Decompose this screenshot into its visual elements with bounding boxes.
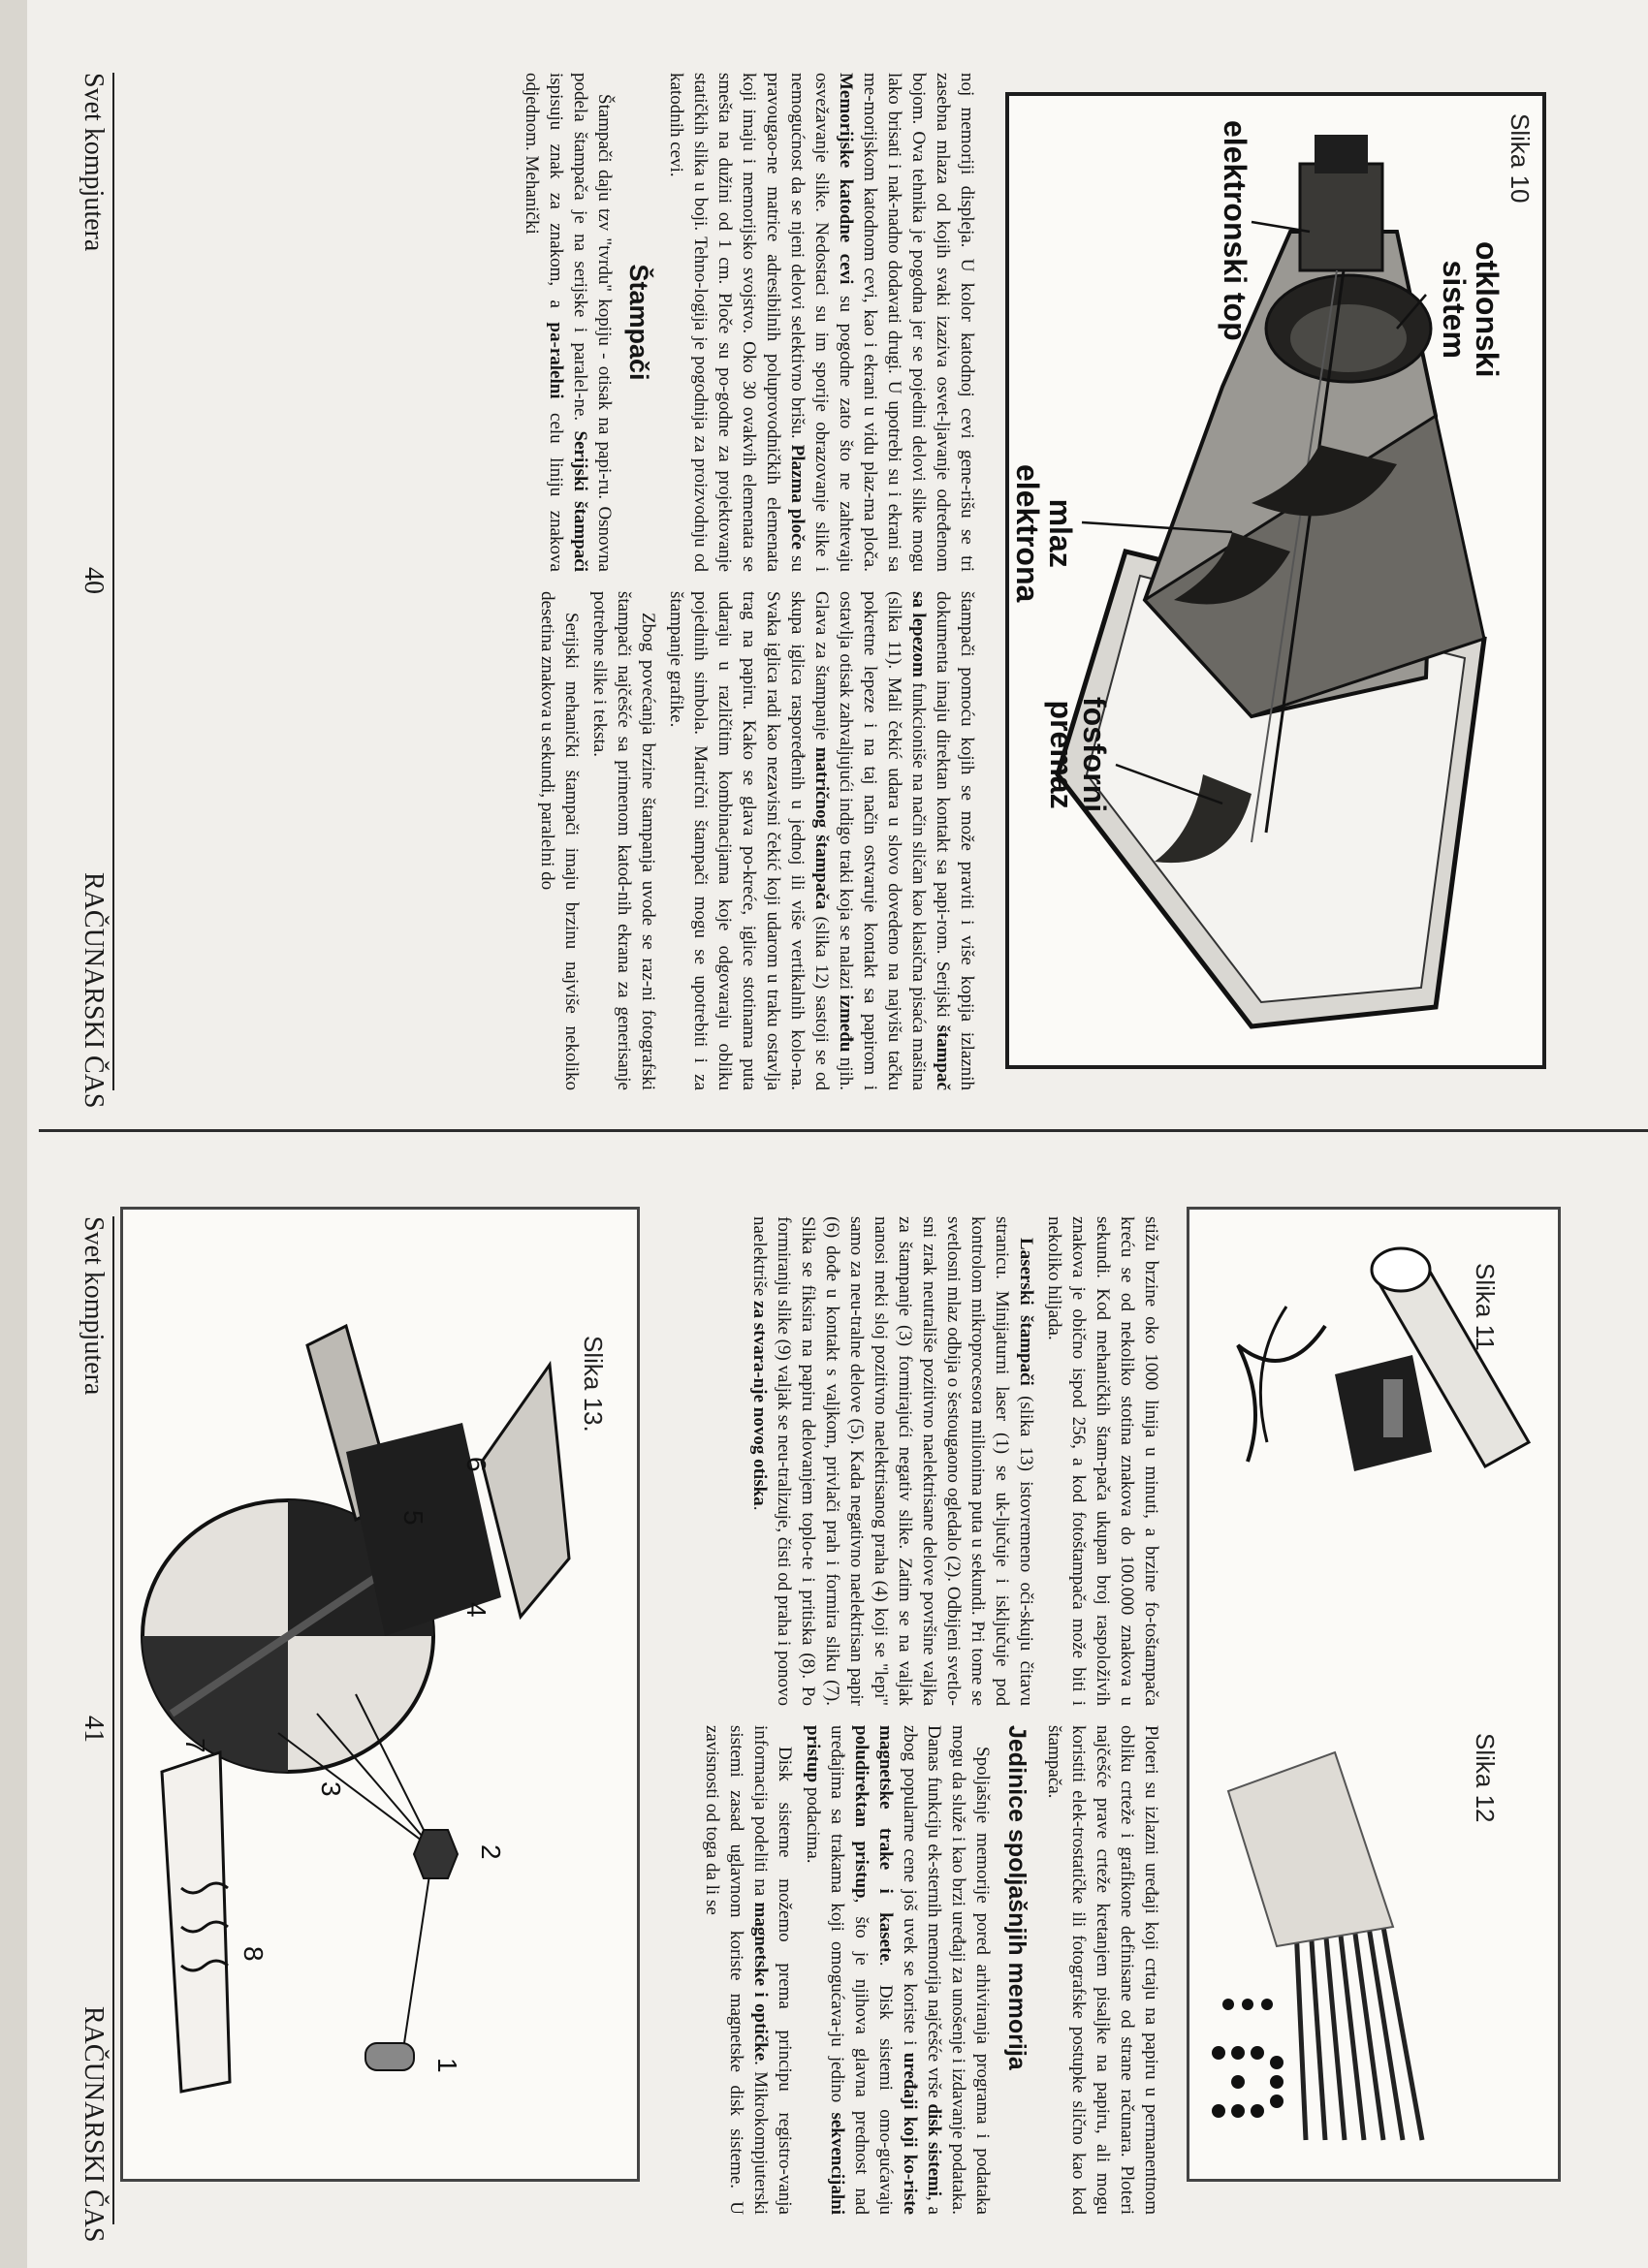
label-electron-beam: mlaz elektrona <box>1010 464 1078 603</box>
text: funkcioniše na način sličan kao klasična pisaća mašina (slika 11). Mali čekić udara u slovo dovedeno na najvišu tačku pokretne lepeze i na taj način ostvaruje kontakt sa papirom i ostavlja otisak zahvaljujući indigo traki koja se nalazi <box>836 591 929 1091</box>
figure-13-caption: Slika 13. <box>579 1336 608 1433</box>
page-41-column-2 <box>696 1725 1163 2215</box>
bold-term: sekvencijalni pristup <box>803 1725 847 2215</box>
text: njih. Glava za štampanje <box>811 591 856 1090</box>
text: ispisuju znak za znakom, a <box>546 73 566 323</box>
callout-4: 4 <box>461 1602 491 1618</box>
bold-term: Laserski štampači <box>1016 1238 1036 1386</box>
label-phosphor-coating: fosforni premaz <box>1044 697 1112 813</box>
text: su pravougao-ne matrice adresibilnih poluprovodničkih elemenata koji imaju i memorijsko svojstvo. Oko 30 ovakvih elemenata se smešta na dužini od 1 cm. Ploče su po-godne za projektovanje statičkih slika u boji. Tehno-logija je pogodnija za proizvodnju od katodnih cevi. <box>666 73 808 573</box>
bold-term: štampač sa lepezom <box>908 591 953 1090</box>
page-40 <box>58 19 1648 1134</box>
text: . Mikrokompjuterski sistemi zasad uglavnom koriste magnetske disk sisteme. U zavisnosti od toga da li se <box>702 1725 771 2215</box>
section-heading-stampaci: Štampači <box>624 264 653 381</box>
text: noj memoriji displeja. U kolor katodnoj cevi gene-rišu se tri zasebna mlaza od kojih svaki izaziva osvet-ljavanje određenom bojom. Ova tehnika je pogodna jer se pojedini delovi slike mogu lako brisati i nak-nadno dodavati drugi. U upotrebi su i ekrani sa me-morijskom katodnom cevi, kao i ekrani u vidu plaz-ma ploča. <box>860 73 977 572</box>
text: štampači pomoću kojih se može praviti i više kopija izlaznih dokumenta imaju direktan kontakt sa papi-rom. Serijski <box>933 591 977 1090</box>
footer-rule <box>112 1216 114 2224</box>
page-41-column-1 <box>744 1216 1163 1706</box>
section-heading-external-memory: Jedinice spoljašnjih memorija <box>1003 1725 1030 2070</box>
figure-13-frame <box>120 1207 640 2182</box>
callout-7: 7 <box>180 1738 210 1753</box>
footer-magazine: Svet kompjutera <box>79 73 109 252</box>
page-divider <box>39 1129 1648 1132</box>
bold-term: disk sistemi <box>924 2103 944 2196</box>
paragraph: Zbog povećanja brzine štampanja uvode se raz-ni fotografski štampači najčešće sa primenom katod-nih ekrana za generisanje potrebne slike i teksta. <box>589 591 658 1090</box>
text: celu liniju znakova odjednom. Mehanički <box>522 73 566 572</box>
footer-magazine: Svet kompjutera <box>79 1216 109 1396</box>
figure-11-caption: Slika 11 <box>1471 1263 1500 1351</box>
callout-8: 8 <box>238 1946 269 1962</box>
bold-term: pa-ralelni <box>546 322 566 399</box>
footer-section: RAČUNARSKI ČAS <box>79 872 109 1109</box>
figure-12-caption: Slika 12 <box>1471 1733 1500 1823</box>
matrix-printer-illustration <box>1189 1210 1558 2179</box>
text: , što je njihova glavna prednost nad uređajima sa trakama koji omogućava-ju jedino <box>827 1725 872 2215</box>
bold-term: matričnog štampača <box>811 746 832 910</box>
bold-term: Serijski štampači <box>570 430 590 572</box>
bold-term: uređaji koji ko-riste magnetske trake i kasete <box>875 1725 920 2215</box>
bold-term: Plazma ploče <box>787 444 808 551</box>
page-40-column-1 <box>516 73 979 572</box>
figure-10-frame <box>1005 92 1546 1069</box>
footer-rule <box>112 73 114 1090</box>
page-40-column-2 <box>531 591 979 1090</box>
paragraph: Serijski mehanički štampači imaju brzinu najviše nekoliko desetina znakova u sekundi, paralelni do <box>537 591 582 1090</box>
bold-term: za stvara-nje novog otiska <box>749 1301 770 1506</box>
text: Disk sisteme možemo prema principu registro-vanja informacija podeliti na <box>750 1725 795 2215</box>
text: . <box>749 1505 770 1511</box>
figures-11-12-frame <box>1187 1207 1561 2182</box>
text: . Disk sistemi omo-gućavaju <box>875 1961 896 2215</box>
page-41 <box>58 1134 1648 2249</box>
page-number: 40 <box>79 567 109 594</box>
callout-1: 1 <box>432 2058 462 2073</box>
text: Spoljašnje memorije pored arhiviranja programa i podataka mogu da služe i kao brzi uređaji za unošenje i izdavanje podataka. Danas funkciju ek-sternih memorija najčešće vrše <box>924 1725 993 2215</box>
text: podacima. <box>803 1782 823 1864</box>
callout-2: 2 <box>476 1844 506 1860</box>
bold-term: Memorijske katodne cevi <box>836 73 856 285</box>
bold-term: između <box>836 994 856 1053</box>
text: su pogodne zato što ne zahtevaju osvežavanje slike. Nedostaci su im sporije obrazovanje slike i nemogućnost da se njeni delovi selektivno brišu. <box>787 73 856 573</box>
callout-5: 5 <box>398 1510 428 1526</box>
laser-printer-illustration <box>123 1210 637 2179</box>
text: (slika 13) istovremeno oči-skuju čitavu stranicu. Minijaturni laser (1) se uk-ljučuje i isključuje pod kontrolom mikroprocesora milionima puta u sekundi. Pri tome se svetlosni mlaz odbija o šestougaono ogledalo (2). Odbijeni svetlo-sni zrak neutrališe pozitivno naelektrisane delove površine valjka za štampanje (3) formirajući negativ slike. Zatim se na valjak nanosi meki sloj pozitivno naelektrisanog praha (4) koji se "lepi" samo za neu-tralne delove (5). Kada negativno naelektrisan papir (6) dođe u kontakt s valjkom, privlači prah i formira sliku (7). Slika se fiksira na papiru delovanjem toplo-te i pritiska (8). Po formiranju slike (9) valjak se neu-tralizuje, čisti od praha i ponovo naelektriše <box>749 1216 1036 1707</box>
callout-3: 3 <box>316 1781 346 1797</box>
label-deflection-system: otklonski sistem <box>1437 241 1505 378</box>
adjacent-page-edge <box>0 0 27 2268</box>
figure-10-caption: Slika 10 <box>1505 113 1535 204</box>
paragraph: stižu brzine oko 1000 linija u minuti, a brzine fo-toštampača kreću se od nekoliko stotina znakova do 100.000 znakova u sekundi. Kod mehaničkih štam-pača ukupan broj raspoloživih znakova je obično ispod 256, a kod fotoštampača može biti i nekoliko hiljada. <box>1044 1216 1161 1706</box>
paragraph: Ploteri su izlazni uređaji koji crtaju na papiru u permanentnom obliku crteže i grafikone definisane od strane računara. Ploteri najčešće prave crteže kretanjem pisaljke na papiru, ali mogu koristiti elek-trostatičke ili fotografske postupke slično kao kod štampača. <box>1044 1725 1161 2215</box>
label-electron-gun: elektronski top <box>1218 120 1252 341</box>
text: Štampači daju tzv "tvrdu" kopiju - otisak na papi-ru. Osnovna podela štampača je na serijske i paralel-ne. <box>570 73 615 572</box>
bold-term: magnetske i optičke <box>750 1902 771 2062</box>
text: (slika 12) sastoji se od skupa iglica raspoređenih u jednoj ili više vertikalnih kolo-na. Svaka iglica radi kao nezavisni čekić koji udarom u traku ostavlja trag na papiru. Kako se glava po-kreće, iglice stotinama puta udaraju u različitim kombinacijama koje odgovaraju obliku pojedinih simbola. Matrični štampači mogu se upotrebiti i za štampanje grafike. <box>666 591 832 1091</box>
page-number: 41 <box>79 1716 109 1743</box>
text: , a zbog popularne cene još uvek se koriste i <box>900 1725 944 2215</box>
bold-term: poludirektan pristup <box>851 1725 872 1899</box>
callout-6: 6 <box>461 1457 491 1472</box>
footer-section: RAČUNARSKI ČAS <box>79 2006 109 2243</box>
